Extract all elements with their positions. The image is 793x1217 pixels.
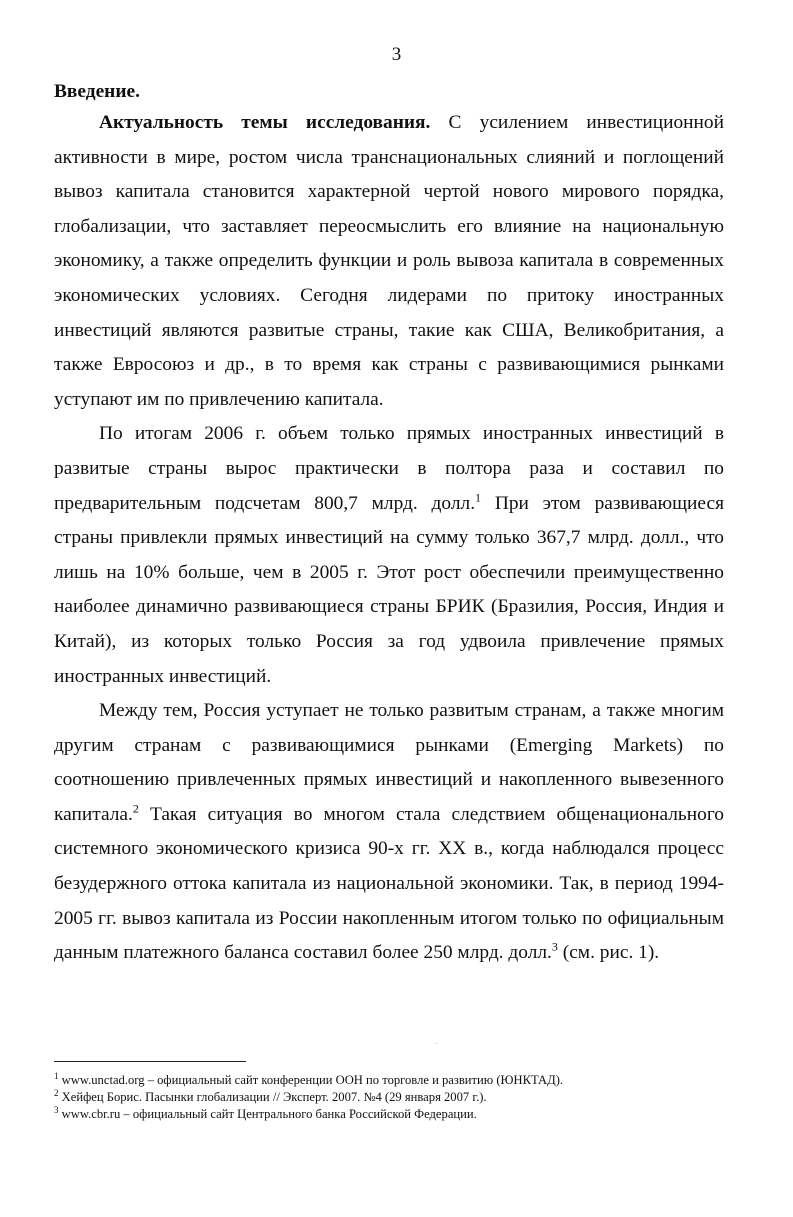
footnote-mark: 1 xyxy=(54,1070,59,1081)
paragraph-relevance xyxy=(54,106,724,417)
paragraph-text: Между тем, Россия уступает не только развитым странам, а также многим другим странам с развивающимися рынками (Emerging Markets) по соотношению привлеченных прямых инвестиций и накопленного вывезенного капитала. xyxy=(54,700,724,825)
footnote-item xyxy=(54,1072,724,1089)
footnote-item xyxy=(54,1106,724,1123)
paragraph-text: С усилением инвестиционной активности в мире, ростом числа транснациональных слияний и поглощений вывоз капитала становится характерной чертой нового мирового порядка, глобализации, что заставляет переосмыслить его влияние на национальную экономику, а также определить функции и роль вывоза капитала в современных экономических условиях. Сегодня лидерами по притоку иностранных инвестиций являются развитые страны, такие как США, Великобритания, а также Евросоюз и др., в то время как страны с развивающимися рынками уступают им по привлечению капитала. xyxy=(54,112,724,410)
footnote-reference: 3 xyxy=(551,939,558,954)
section-heading: Введение. xyxy=(54,81,140,102)
footnote-reference: 2 xyxy=(132,801,139,816)
footnote-text: www.unctad.org – официальный сайт конференции ООН по торговле и развитию (ЮНКТАД). xyxy=(58,1073,564,1087)
footnote-mark: 3 xyxy=(54,1104,59,1115)
main-text xyxy=(54,75,724,971)
footnote-text: www.cbr.ru – официальный сайт Центрального банка Российской Федерации. xyxy=(58,1107,477,1121)
paragraph-text: (см. рис. 1). xyxy=(557,942,660,964)
footnote-text: Хейфец Борис. Пасынки глобализации // Эксперт. 2007. №4 (29 января 2007 г.). xyxy=(58,1090,487,1104)
paragraph-russia xyxy=(54,694,724,971)
footnote-item xyxy=(54,1089,724,1106)
paragraph-text: При этом развивающиеся страны привлекли прямых инвестиций на сумму только 367,7 млрд. долл., что лишь на 10% больше, чем в 2005 г. Этот рост обеспечили преимущественно наиболее динамично развивающиеся страны БРИК (Бразилия, Россия, Индия и Китай), из которых только Россия за год удвоила привлечение прямых иностранных инвестиций. xyxy=(54,492,725,687)
paragraph-fdi-2006 xyxy=(54,417,724,694)
footnote-divider xyxy=(54,1061,246,1062)
footnote-mark: 2 xyxy=(54,1087,59,1098)
footnote-reference: 1 xyxy=(475,490,482,505)
paragraph-text: Такая ситуация во многом стала следствием общенационального системного экономического кризиса 90-х гг. XX в., когда наблюдался процесс безудержного оттока капитала из национальной экономики. Так, в период 1994-2005 гг. вывоз капитала из России накопленным итогом только по официальным данным платежного баланса составил более 250 млрд. долл. xyxy=(54,803,724,964)
scan-speck xyxy=(436,1043,437,1044)
page-number: 3 xyxy=(391,44,402,65)
footnotes xyxy=(54,1072,724,1123)
paragraph-text: По итогам 2006 г. объем только прямых иностранных инвестиций в развитые страны вырос практически в полтора раза и составил по предварительным подсчетам 800,7 млрд. долл. xyxy=(54,423,724,514)
paragraph-lead: Актуальность темы исследования. xyxy=(99,112,431,133)
